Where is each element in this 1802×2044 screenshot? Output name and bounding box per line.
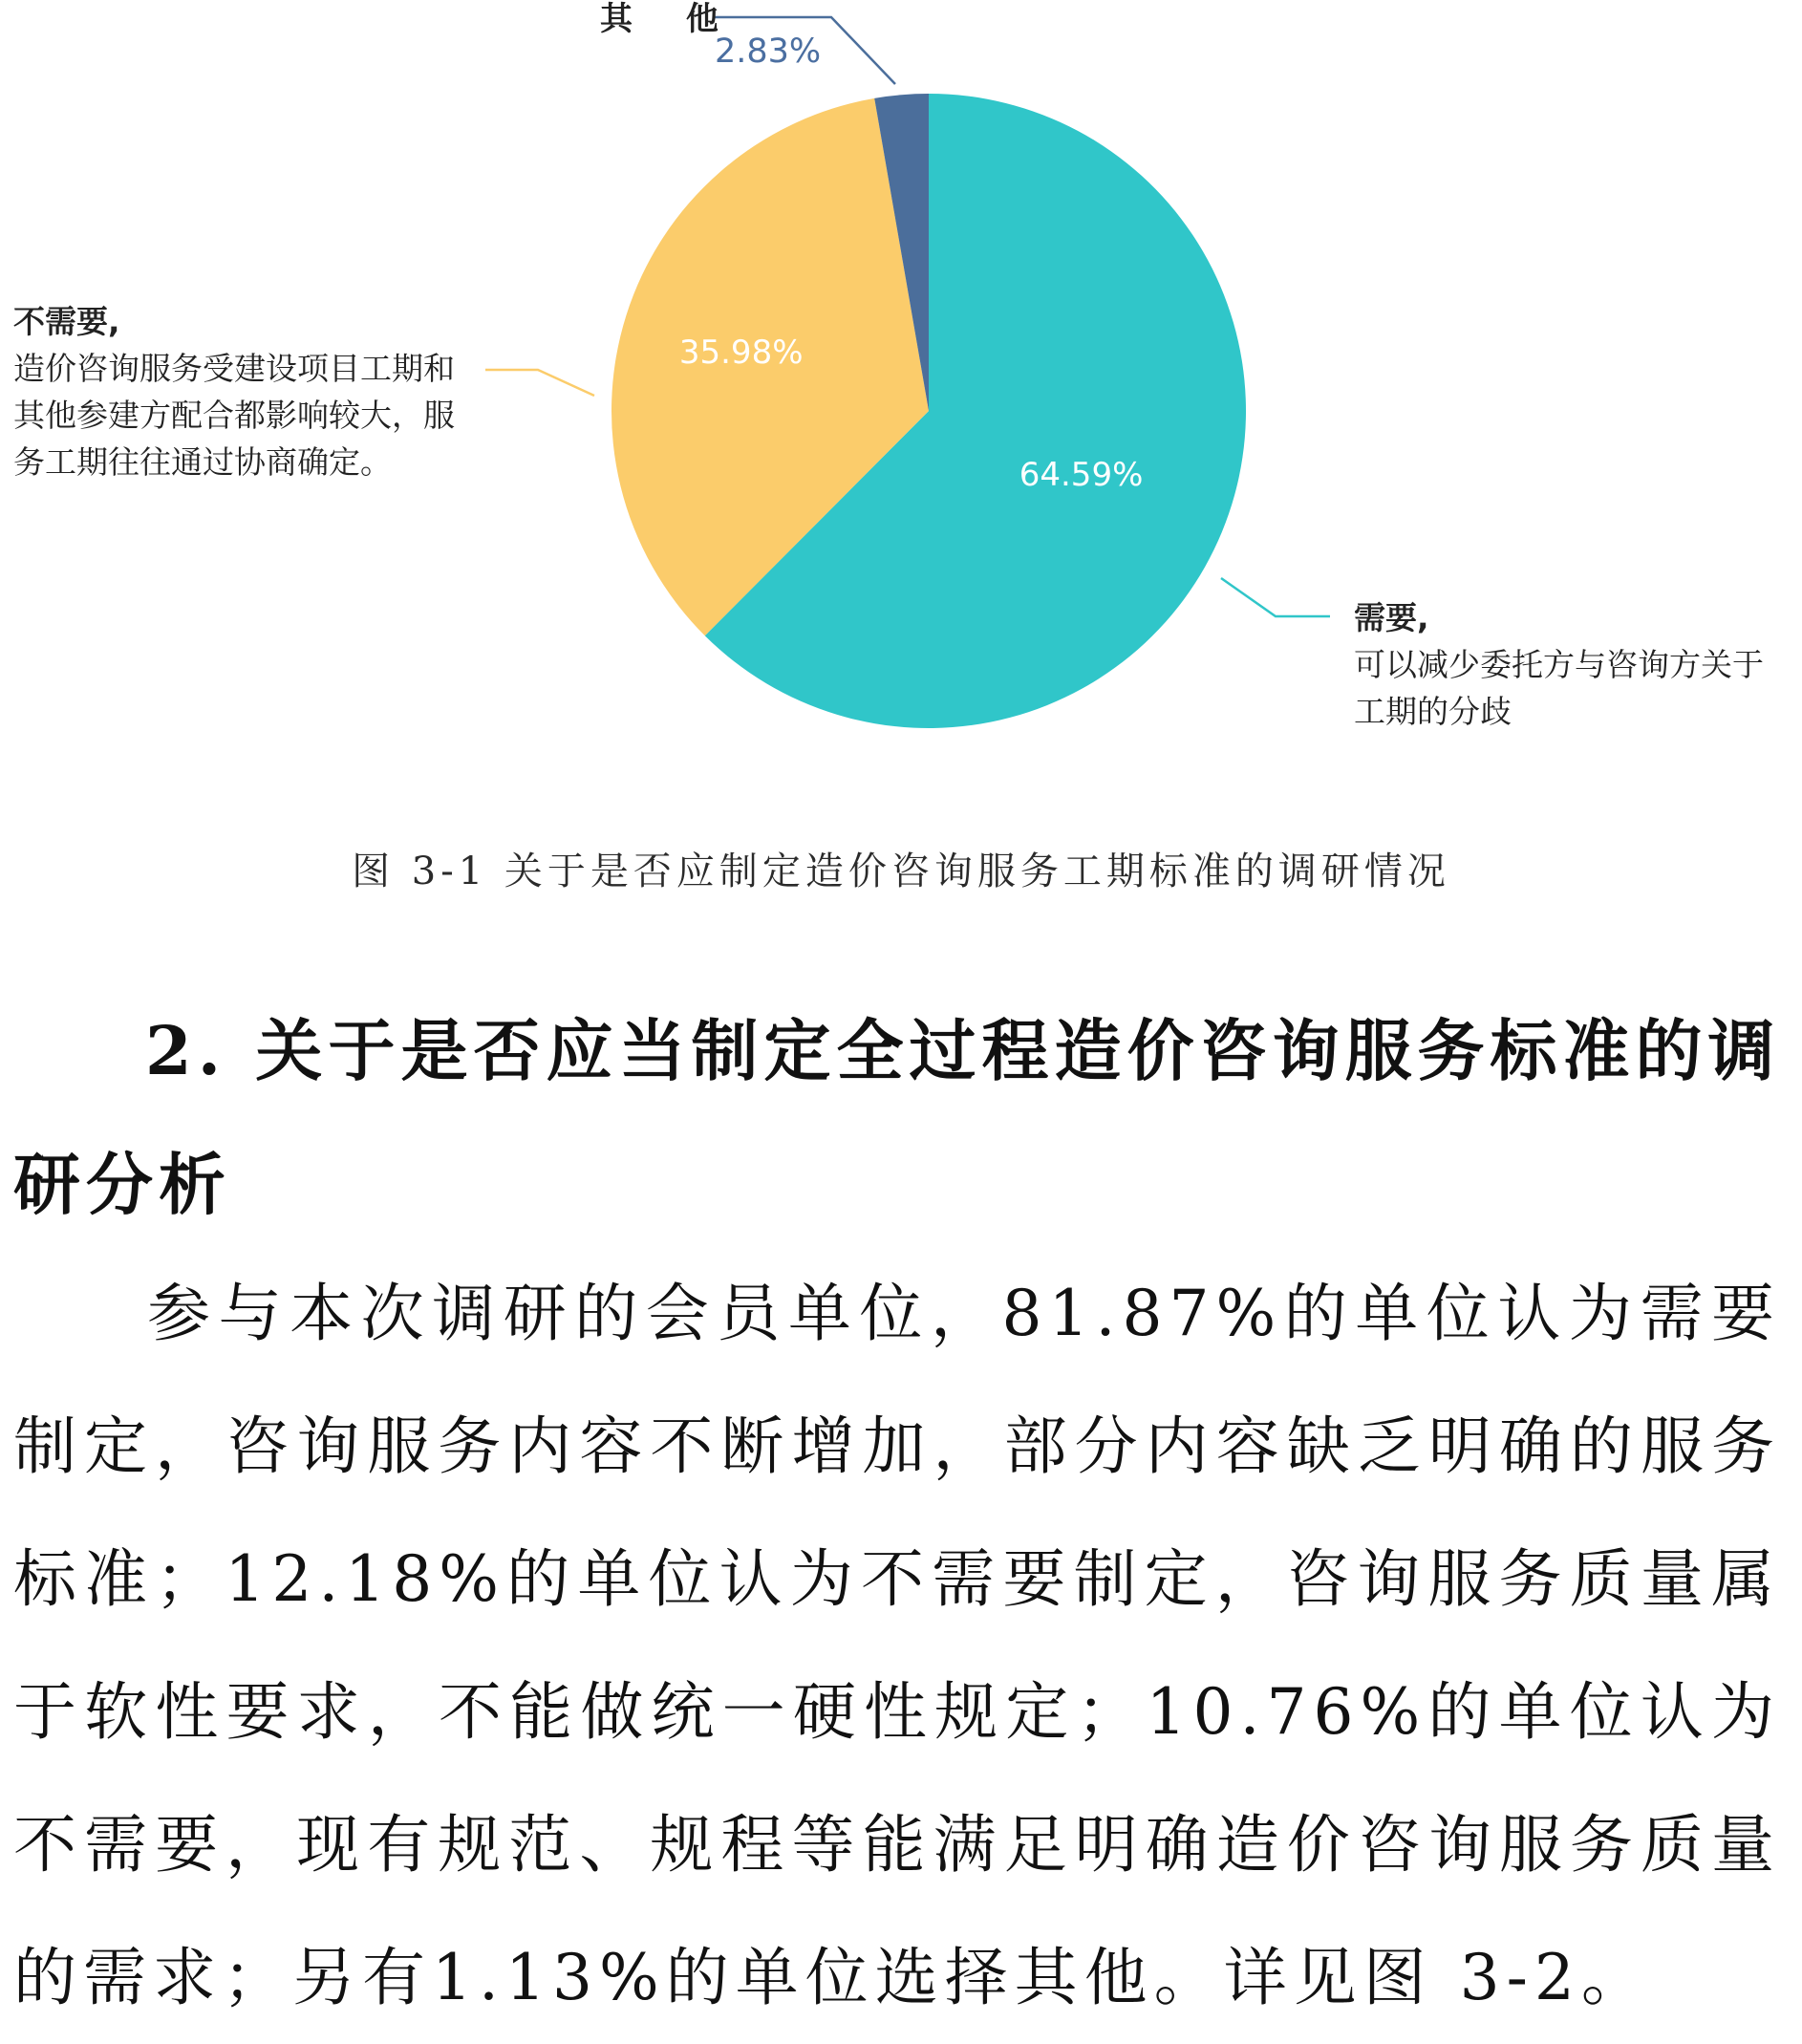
pie-chart	[0, 0, 1802, 822]
legend-yes-desc-line: 可以减少委托方与咨询方关于	[1354, 646, 1764, 683]
leader-line-no	[485, 370, 594, 396]
legend-no-desc-line: 务工期往往通过协商确定。	[13, 443, 392, 481]
legend-no-title: 不需要,	[13, 303, 120, 340]
legend-no-desc-line: 其他参建方配合都影响较大，服	[13, 397, 455, 434]
slice-value-label-yes: 64.59%	[1019, 455, 1144, 494]
body-paragraph: 参与本次调研的会员单位，81.87%的单位认为需要制定，咨询服务内容不断增加，部分内容缺乏明确的服务标准；12.18%的单位认为不需要制定，咨询服务质量属于软性要求，不能做统一硬性规定；10.76%的单位认为不需要，现有规范、规程等能满足明确造价咨询服务质量的需求；另有1.13%的单位选择其他。详见图 3-2。	[13, 1277, 1781, 2014]
section-heading: 2. 关于是否应当制定全过程造价咨询服务标准的调研分析	[13, 1011, 1781, 1224]
figure-caption: 图 3-1 关于是否应制定造价咨询服务工期标准的调研情况	[352, 850, 1450, 893]
legend-yes-desc-line: 工期的分歧	[1354, 693, 1512, 730]
legend-no	[13, 298, 472, 485]
slice-value-label-no: 35.98%	[678, 333, 804, 373]
legend-other	[600, 0, 839, 73]
legend-no-desc-line: 造价咨询服务受建设项目工期和	[13, 350, 455, 387]
legend-other-title: 其 他	[600, 0, 740, 38]
leader-line-yes	[1221, 578, 1330, 616]
legend-yes	[1354, 594, 1784, 735]
legend-other-value: 2.83%	[715, 32, 822, 71]
legend-yes-title: 需要,	[1354, 599, 1429, 636]
